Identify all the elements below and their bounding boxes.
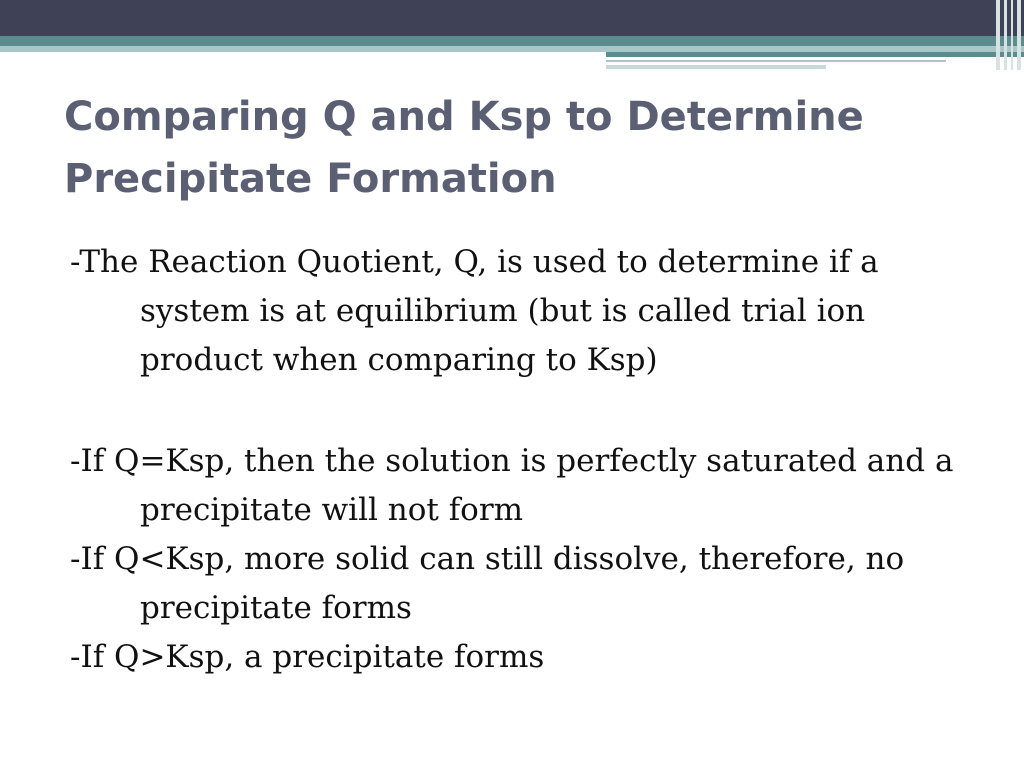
header-vertical-lines bbox=[992, 0, 1024, 70]
bullet-q-greater-ksp: -If Q>Ksp, a precipitate forms bbox=[70, 639, 545, 675]
vertical-line bbox=[1017, 0, 1021, 70]
header-stripe bbox=[606, 52, 1024, 57]
paragraph-gap bbox=[70, 385, 970, 437]
bullet-q-less-ksp: -If Q<Ksp, more solid can still dissolve, therefore, no precipitate forms bbox=[70, 541, 905, 626]
slide-body bbox=[70, 238, 970, 682]
header-stripe bbox=[606, 65, 826, 69]
title-line-2: Precipitate Formation bbox=[64, 156, 557, 202]
slide-title bbox=[64, 86, 964, 210]
header-band-dark bbox=[0, 0, 1024, 36]
vertical-line bbox=[1004, 0, 1007, 70]
header-stripe bbox=[606, 60, 946, 62]
vertical-line bbox=[1011, 0, 1013, 70]
bullet-reaction-quotient: -The Reaction Quotient, Q, is used to determine if a system is at equilibrium (but is called trial ion product when comparing to Ksp) bbox=[70, 244, 879, 378]
bullet-q-equals-ksp: -If Q=Ksp, then the solution is perfectly saturated and a precipitate will not form bbox=[70, 443, 954, 528]
title-line-1: Comparing Q and Ksp to Determine bbox=[64, 94, 864, 140]
header-band-teal bbox=[0, 36, 1024, 46]
vertical-line bbox=[996, 0, 1000, 70]
